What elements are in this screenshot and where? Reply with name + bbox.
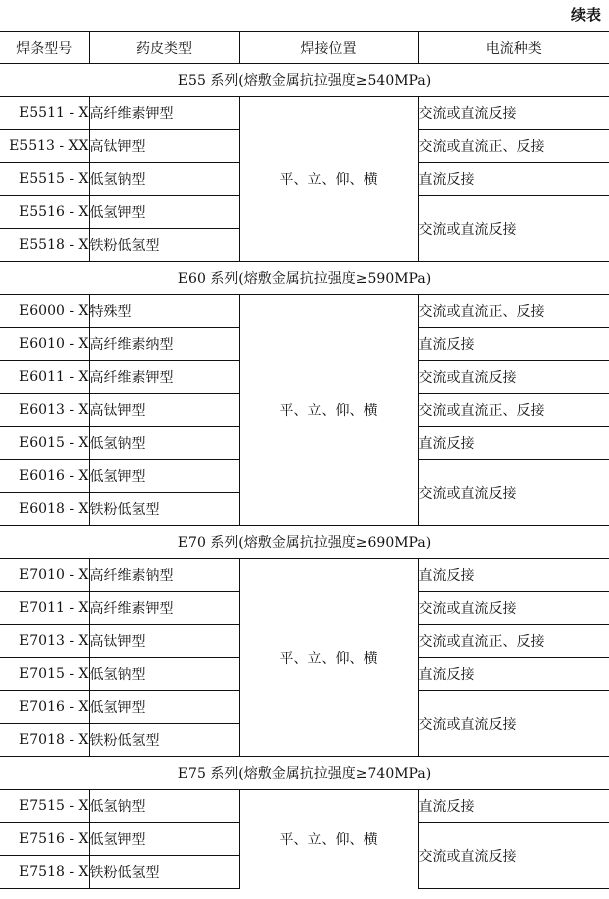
electrode-model: E7015 - X [0, 658, 89, 691]
electrode-model: E7010 - X [0, 559, 89, 592]
header-coating: 药皮类型 [89, 32, 239, 64]
group-header-row [0, 526, 609, 559]
coating-type: 高纤维素钾型 [89, 592, 239, 625]
electrode-model: E6011 - X [0, 361, 89, 394]
current-type: 直流反接 [418, 163, 609, 196]
electrode-model: E5516 - X [0, 196, 89, 229]
coating-type: 特殊型 [89, 295, 239, 328]
group-title: E70 系列(熔敷金属抗拉强度≥690MPa) [0, 526, 609, 559]
current-type: 交流或直流反接 [418, 592, 609, 625]
header-current: 电流种类 [418, 32, 609, 64]
electrode-model: E5511 - X [0, 97, 89, 130]
group-header-row [0, 757, 609, 790]
electrode-model: E7518 - X [0, 856, 89, 889]
coating-type: 铁粉低氢型 [89, 493, 239, 526]
coating-type: 高钛钾型 [89, 394, 239, 427]
current-type: 交流或直流正、反接 [418, 130, 609, 163]
coating-type: 低氢钾型 [89, 691, 239, 724]
electrode-model: E7516 - X [0, 823, 89, 856]
welding-position: 平、立、仰、横 [239, 790, 418, 889]
table-header [0, 32, 609, 64]
coating-type: 高纤维素钾型 [89, 361, 239, 394]
coating-type: 铁粉低氢型 [89, 856, 239, 889]
group-header-row [0, 64, 609, 97]
current-type: 交流或直流正、反接 [418, 295, 609, 328]
current-type: 交流或直流反接 [418, 716, 517, 733]
electrode-model: E6016 - X [0, 460, 89, 493]
coating-type: 高纤维素钾型 [89, 97, 239, 130]
group-title: E75 系列(熔敷金属抗拉强度≥740MPa) [0, 757, 609, 790]
group-title: E60 系列(熔敷金属抗拉强度≥590MPa) [0, 262, 609, 295]
table-row [0, 97, 609, 130]
header-model: 焊条型号 [0, 32, 89, 64]
coating-type: 低氢钠型 [89, 163, 239, 196]
current-type: 交流或直流反接 [418, 221, 517, 238]
coating-type: 铁粉低氢型 [89, 229, 239, 262]
coating-type: 高钛钾型 [89, 130, 239, 163]
table-row [0, 559, 609, 592]
electrode-model: E5515 - X [0, 163, 89, 196]
current-type: 交流或直流正、反接 [418, 625, 609, 658]
group-title: E55 系列(熔敷金属抗拉强度≥540MPa) [0, 64, 609, 97]
coating-type: 铁粉低氢型 [89, 724, 239, 757]
electrode-model: E5518 - X [0, 229, 89, 262]
welding-position: 平、立、仰、横 [239, 295, 418, 526]
coating-type: 高纤维素纳型 [89, 328, 239, 361]
current-type: 交流或直流反接 [418, 823, 609, 889]
coating-type: 高纤维素钠型 [89, 559, 239, 592]
coating-type: 低氢钠型 [89, 790, 239, 823]
electrode-model: E6013 - X [0, 394, 89, 427]
electrode-model: E6018 - X [0, 493, 89, 526]
table-row [0, 790, 609, 823]
electrode-spec-table [0, 31, 609, 889]
electrode-model: E6015 - X [0, 427, 89, 460]
electrode-model: E5513 - XX [0, 130, 89, 163]
coating-type: 低氢钾型 [89, 196, 239, 229]
current-type: 直流反接 [418, 658, 609, 691]
current-type: 交流或直流反接 [418, 361, 609, 394]
coating-type: 低氢钾型 [89, 460, 239, 493]
group-header-row [0, 262, 609, 295]
current-type: 交流或直流反接 [418, 97, 609, 130]
coating-type: 低氢钠型 [89, 658, 239, 691]
electrode-model: E6010 - X [0, 328, 89, 361]
current-type: 交流或直流正、反接 [418, 394, 609, 427]
continued-label: 续表 [570, 6, 601, 24]
electrode-model: E7013 - X [0, 625, 89, 658]
current-type: 直流反接 [418, 328, 609, 361]
header-position: 焊接位置 [239, 32, 418, 64]
current-type: 直流反接 [418, 790, 609, 823]
welding-position: 平、立、仰、横 [239, 97, 418, 262]
coating-type: 低氢钠型 [89, 427, 239, 460]
current-type: 直流反接 [418, 427, 609, 460]
electrode-model: E6000 - X [0, 295, 89, 328]
welding-position: 平、立、仰、横 [239, 559, 418, 757]
current-type: 直流反接 [418, 559, 609, 592]
coating-type: 低氢钾型 [89, 823, 239, 856]
electrode-model: E7515 - X [0, 790, 89, 823]
electrode-model: E7018 - X [0, 724, 89, 757]
coating-type: 高钛钾型 [89, 625, 239, 658]
electrode-model: E7016 - X [0, 691, 89, 724]
table-body [0, 64, 609, 889]
table-row [0, 295, 609, 328]
electrode-model: E7011 - X [0, 592, 89, 625]
current-type: 交流或直流反接 [418, 485, 517, 502]
